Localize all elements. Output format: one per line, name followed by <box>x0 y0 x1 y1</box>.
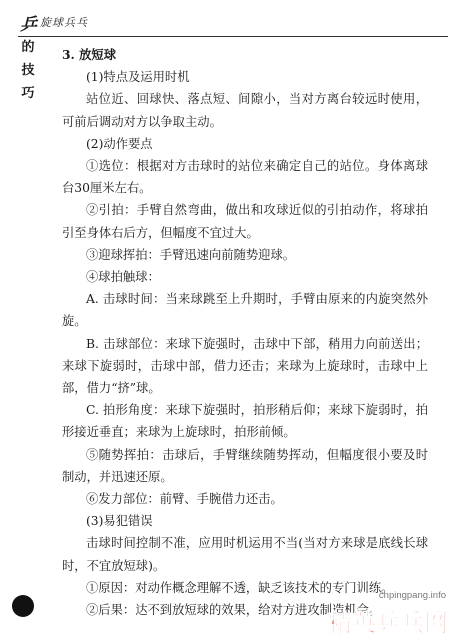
body-paragraph: ②引拍：手臂自然弯曲，做出和攻球近似的引拍动作，将球拍引至身体右后方，但幅度不宜过大。 <box>62 203 428 240</box>
body-paragraph: ⑥发力部位：前臂、手腕借力还击。 <box>86 492 283 507</box>
header-rule <box>18 36 448 37</box>
body-paragraph: ⑤随势挥拍：击球后，手臂继续随势挥动，但幅度很小要及时制动，并迅速还原。 <box>62 447 428 484</box>
body-paragraph: C. 拍形角度：来球下旋强时，拍形稍后仰；来球下旋弱时，拍形接近垂直；来球为上旋球时，拍形前倾。 <box>62 403 428 440</box>
page-number-dot <box>12 595 34 617</box>
watermark-logo <box>328 601 448 641</box>
body-paragraph: A. 击球时间：当来球跳至上升期时，手臂由原来的内旋突然外旋。 <box>62 292 428 329</box>
body-paragraph: 击球时间控制不准，应用时机运用不当(当对方来球是底线长球时，不宜放短球)。 <box>62 536 428 573</box>
header-title: 乒 <box>20 15 38 35</box>
watermark-url: cnpingpang.info <box>378 590 446 601</box>
body-paragraph: (1)特点及运用时机 <box>86 70 190 85</box>
body-paragraph: ③迎球挥拍：手臂迅速向前随势迎球。 <box>86 247 296 262</box>
header-subtitle: 旋球兵乓 <box>40 16 88 29</box>
body-paragraph: ①原因：对动作概念理解不透，缺乏该技术的专门训练。 <box>86 580 394 595</box>
body-paragraph: (3)易犯错误 <box>86 514 153 529</box>
body-paragraph: ②后果：达不到放短球的效果，给对方进攻制造机会。 <box>86 603 382 618</box>
section-heading: 3. 放短球 <box>62 47 117 62</box>
watermark-logo-text: 精英乒乓网 <box>328 609 448 637</box>
body-paragraph: 站位近、回球快、落点短、间隙小，当对方离台较远时使用，可前后调动对方以争取主动。 <box>62 92 428 129</box>
side-label-char: 的 <box>21 40 35 55</box>
side-label-char: 巧 <box>21 86 35 101</box>
side-label-char: 技 <box>21 63 35 78</box>
page-body <box>62 44 428 621</box>
body-paragraph: B. 击球部位：来球下旋强时，击球中下部，稍用力向前送出；来球下旋弱时，击球中部，借力还击；来球为上旋球时，击球中上部，借力“挤”球。 <box>62 336 428 396</box>
body-paragraph: ①选位：根据对方击球时的站位来确定自己的站位。身体离球台30厘米左右。 <box>62 159 428 196</box>
body-paragraph: (2)动作要点 <box>86 136 153 151</box>
side-label <box>20 36 36 105</box>
body-paragraph: ④球拍触球： <box>86 270 160 285</box>
